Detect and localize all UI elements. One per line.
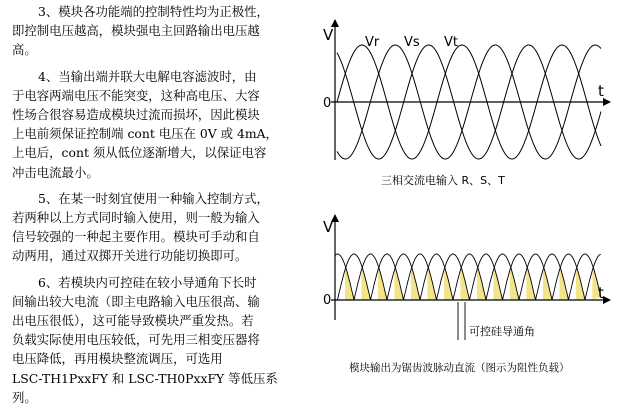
top-y-axis-label: V [323,26,334,44]
text-line: LSC-TH1PxxFY 和 LSC-TH0PxxFY 等低压系 [12,370,278,386]
text-line: 负载实际使用电压较低，可先用三相变压器将 [12,332,260,348]
text-line: 性场合很容易造成模块过流而损坏，因此模块 [12,107,260,123]
text-line: 4、当输出端并联大电解电容滤波时，由 [38,68,257,84]
text-line: 出电压很低），这可能导致模块严重发热。若 [12,313,254,329]
bottom-x-axis-label: t [598,284,604,302]
bottom-y-axis-label: V [323,218,334,236]
curve-label-vt: Vt [444,35,458,50]
paragraph-3 [12,2,302,60]
text-column [12,2,302,414]
text-line: 高。 [12,42,37,58]
text-line: 5、在某一时刻宜使用一种输入控制方式， [38,190,269,206]
top-caption: 三相交流电输入 R、S、T [381,174,505,187]
bottom-caption: 模块输出为锯齿波脉动直流（图示为阻性负载） [349,362,570,374]
text-line: 3、模块各功能端的控制特性均为正极性， [38,4,269,19]
waveform-diagram [305,0,633,419]
text-line: 动两用，通过双掷开关进行功能切换即可。 [12,248,248,264]
text-line: 于电容两端电压不能突变，这种高电压、大容 [12,87,260,103]
bottom-origin-label: 0 [323,293,332,308]
curve-label-vr: Vr [365,35,380,50]
paragraph-5 [12,189,302,266]
conduction-angle-annotation: 可控硅导通角 [469,325,535,338]
paragraph-4 [12,67,302,182]
top-x-axis-label: t [598,82,604,100]
three-phase-input-diagram [323,20,610,187]
text-line: 信号较强的一种起主要作用。模块可手动和自 [12,229,260,245]
text-line: 上电后，cont 须从低位逐渐增大，以保证电容 [12,145,267,161]
curve-label-vs: Vs [404,35,420,50]
text-line: 即控制电压越高，模块强电主回路输出电压越 [12,23,260,39]
top-origin-label: 0 [323,96,332,111]
rectified-output-diagram [323,215,610,374]
text-line: 电压降低，再用模块整流调压，可选用 [12,351,223,367]
text-line: 上电前须保证控制端 cont 电压在 0V 或 4mA， [12,126,278,142]
waveform-figure [305,0,633,419]
text-line: 若两种以上方式同时输入使用，则一般为输入 [12,210,260,226]
text-line: 6、若模块内可控硅在较小导通角下长时 [38,274,257,290]
text-line: 间输出较大电流（即主电路输入电压很高、输 [12,293,260,309]
text-line: 冲击电流最小。 [12,164,99,180]
text-line: 列。 [12,389,37,405]
paragraph-6 [12,273,302,407]
